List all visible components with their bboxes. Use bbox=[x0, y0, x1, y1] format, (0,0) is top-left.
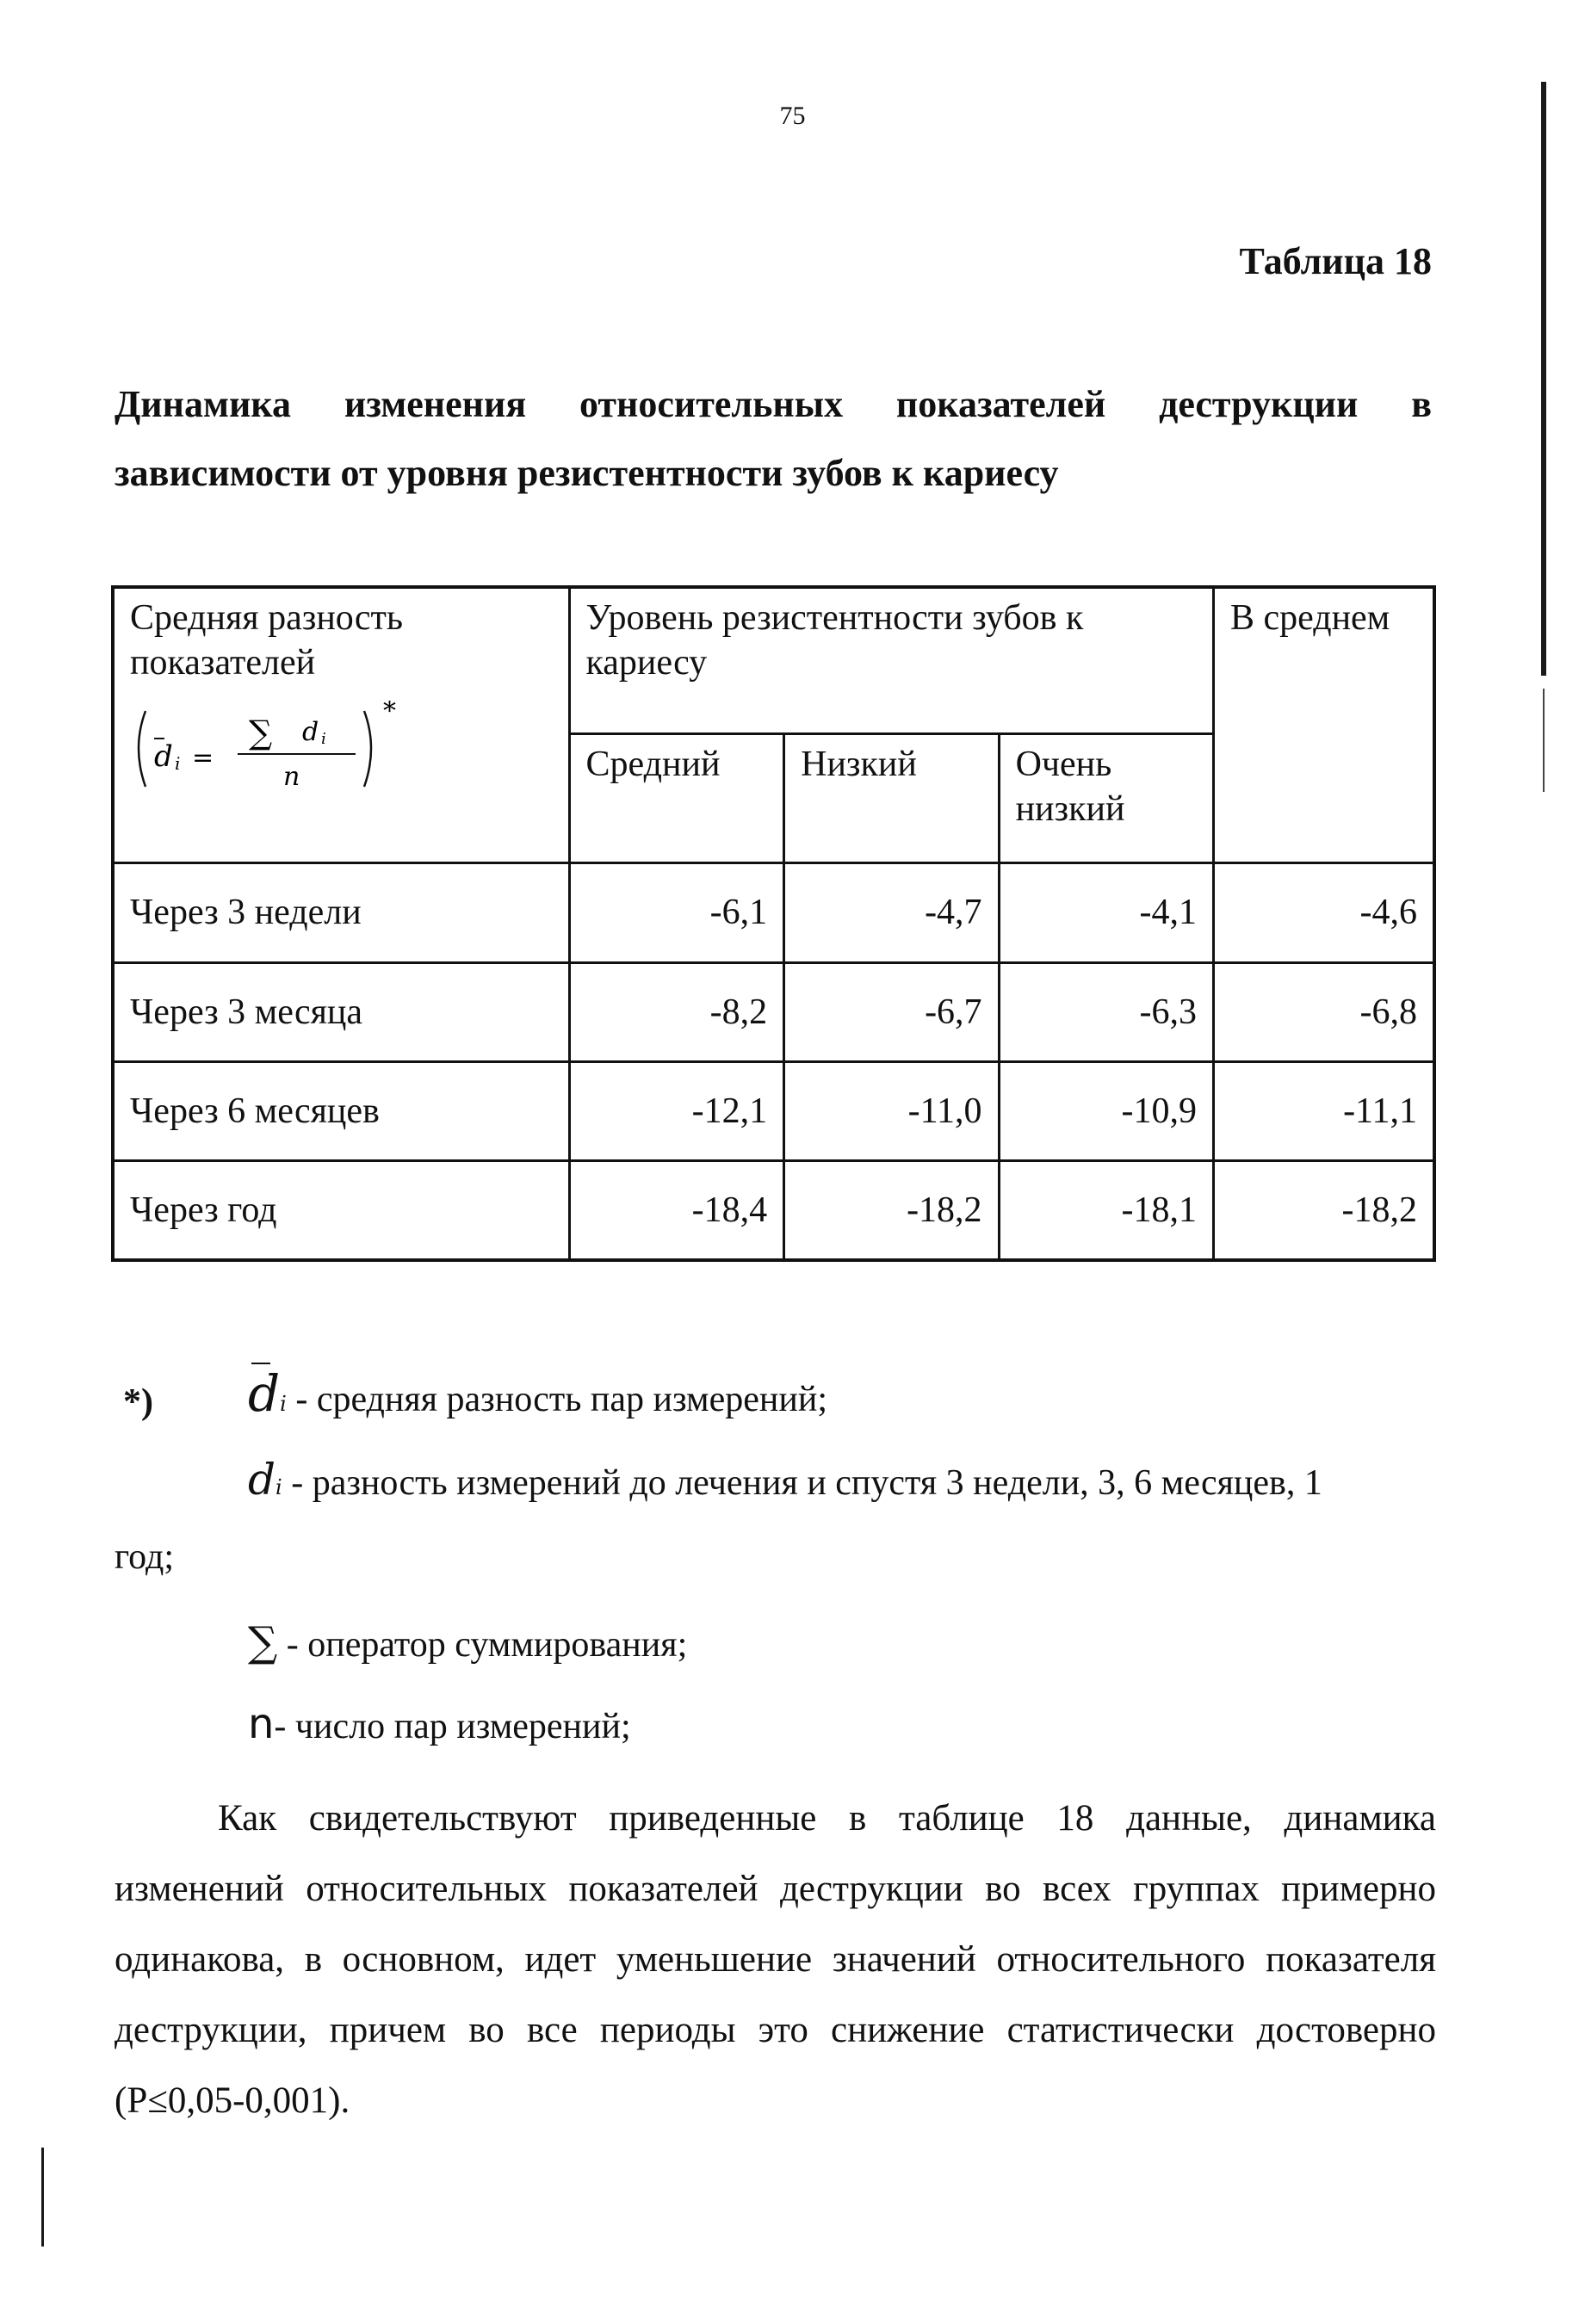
row-label: Через 6 месяцев bbox=[113, 1061, 569, 1160]
cell-average: -4,6 bbox=[1213, 863, 1434, 962]
avg-header: В среднем bbox=[1229, 598, 1390, 638]
formula-lhs: d bbox=[154, 739, 173, 774]
footnote-symbol-sub: i bbox=[280, 1392, 287, 1416]
cell-low: -11,0 bbox=[784, 1061, 999, 1160]
scan-edge-line bbox=[41, 2148, 44, 2247]
subheader-very-low: Очень низкий bbox=[999, 733, 1213, 862]
footnote-text: - число пар измерений; bbox=[274, 1707, 631, 1746]
footnote-symbol: d bbox=[248, 1364, 281, 1423]
header-row bbox=[113, 587, 1434, 733]
table-row bbox=[113, 863, 1434, 962]
formula-lhs-sub: i bbox=[175, 753, 181, 774]
data-table bbox=[111, 585, 1436, 1262]
row-label: Через год bbox=[113, 1161, 569, 1260]
group-header: Уровень резистентности зубов к кариесу bbox=[585, 598, 1084, 683]
footnote-symbol: d bbox=[248, 1455, 276, 1505]
footnote-text: - разность измерений до лечения и спустя 3 недели, 3, 6 месяцев, 1 bbox=[282, 1463, 1322, 1503]
left-paren bbox=[139, 711, 145, 787]
cell-low: -18,2 bbox=[784, 1161, 999, 1260]
footnote-item bbox=[248, 1455, 1436, 1505]
footnote-text: - оператор суммирования; bbox=[286, 1625, 688, 1665]
formula-sum: ∑ bbox=[249, 714, 273, 751]
formula-numer: d bbox=[302, 717, 319, 747]
footnote-item bbox=[248, 1364, 827, 1423]
row-label: Через 3 недели bbox=[113, 863, 569, 962]
subheader-medium: Средний bbox=[569, 733, 784, 862]
formula-denom: n bbox=[283, 762, 300, 792]
cell-medium: -8,2 bbox=[569, 962, 784, 1061]
table-heading: Динамика изменения относительных показателей деструкции в зависимости от уровня резистентности зубов к кариесу bbox=[115, 383, 1432, 494]
cell-low: -4,7 bbox=[784, 863, 999, 962]
cell-very-low: -4,1 bbox=[999, 863, 1213, 962]
footnote-continuation: год; bbox=[115, 1537, 175, 1577]
body-paragraph: Как свидетельствуют приведенные в таблице 18 данные, динамика изменений относительных показателей деструкции во всех группах примерно одинакова, в основном, идет уменьшение значений относительного показателя деструкции, причем во все периоды это снижение статистически достоверно (P≤0,05-0,001). bbox=[115, 1798, 1436, 2121]
formula-graphic bbox=[130, 701, 406, 800]
table-row bbox=[113, 1061, 1434, 1160]
scan-edge-line bbox=[1541, 82, 1546, 676]
table-row bbox=[113, 1161, 1434, 1260]
formula-equals: = bbox=[192, 743, 214, 773]
subheader-low: Низкий bbox=[784, 733, 999, 862]
cell-very-low: -10,9 bbox=[999, 1061, 1213, 1160]
cell-medium: -6,1 bbox=[569, 863, 784, 962]
table-label: Таблица 18 bbox=[1239, 240, 1432, 282]
cell-low: -6,7 bbox=[784, 962, 999, 1061]
footnote-marker: *) bbox=[123, 1382, 153, 1422]
sum-symbol: ∑ bbox=[248, 1618, 278, 1666]
footnote-item bbox=[248, 1618, 687, 1666]
corner-header: Средняя разность показателей bbox=[130, 598, 403, 683]
cell-average: -18,2 bbox=[1213, 1161, 1434, 1260]
formula-star: * bbox=[383, 701, 396, 726]
n-symbol: n bbox=[248, 1700, 275, 1748]
right-paren bbox=[364, 711, 371, 787]
cell-medium: -12,1 bbox=[569, 1061, 784, 1160]
page-number: 75 bbox=[779, 102, 806, 130]
group-header-cell bbox=[569, 587, 1213, 733]
cell-very-low: -18,1 bbox=[999, 1161, 1213, 1260]
table-row bbox=[113, 962, 1434, 1061]
cell-medium: -18,4 bbox=[569, 1161, 784, 1260]
footnote-text: - средняя разность пар измерений; bbox=[286, 1380, 827, 1419]
corner-header-cell bbox=[113, 587, 569, 863]
mean-formula bbox=[130, 701, 553, 795]
cell-very-low: -6,3 bbox=[999, 962, 1213, 1061]
cell-average: -6,8 bbox=[1213, 962, 1434, 1061]
formula-numer-sub: i bbox=[321, 730, 326, 748]
row-label: Через 3 месяца bbox=[113, 962, 569, 1061]
footnote-symbol-sub: i bbox=[276, 1475, 282, 1499]
cell-average: -11,1 bbox=[1213, 1061, 1434, 1160]
avg-header-cell bbox=[1213, 587, 1434, 863]
footnote-item bbox=[248, 1700, 631, 1748]
scan-edge-line bbox=[1543, 689, 1545, 792]
bar-over-d bbox=[251, 1363, 270, 1364]
